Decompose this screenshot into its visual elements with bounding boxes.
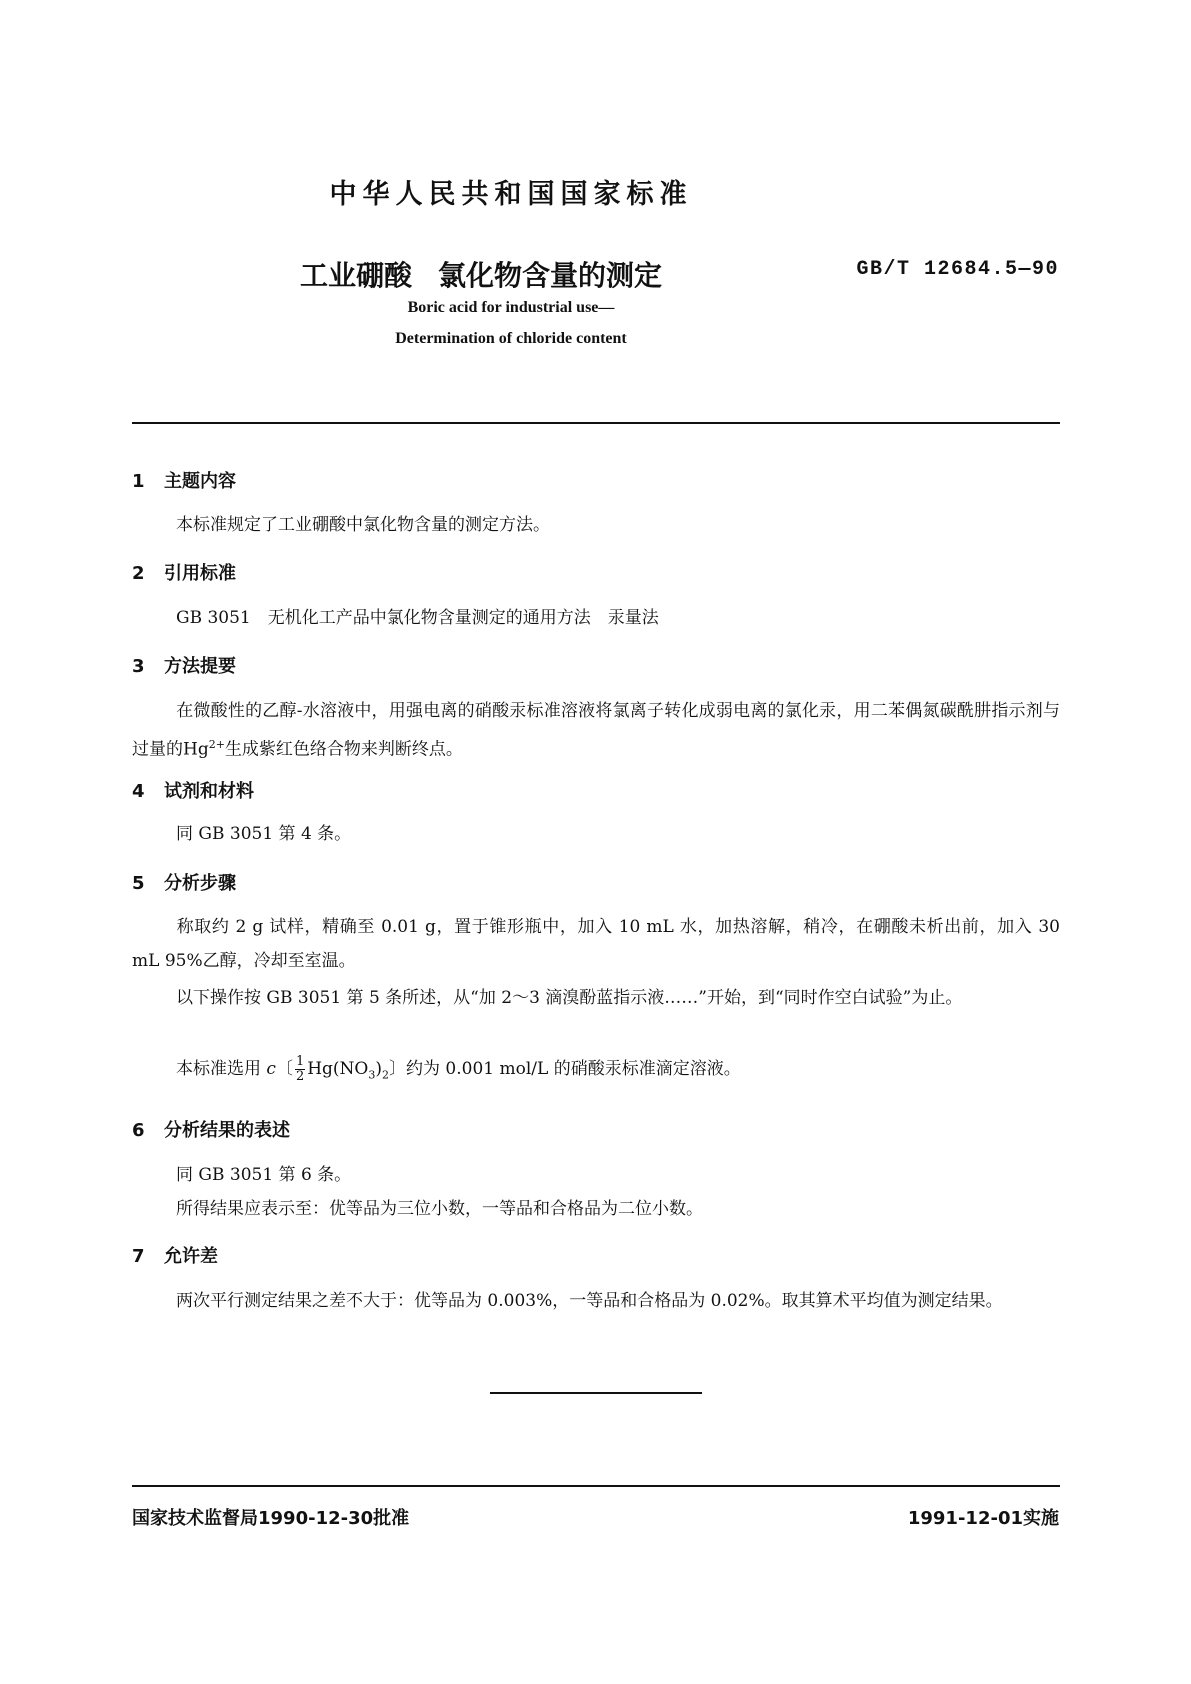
section-title: 试剂和材料 [164,781,254,802]
formula-text: ) [375,1059,383,1079]
section-6-heading [132,1116,290,1142]
paragraph-text: 生成紫红色络合物来判断终点。 [224,739,463,760]
section-number: 7 [132,1246,145,1267]
section-2-heading [132,559,236,585]
section-title: 允许差 [164,1246,218,1267]
section-number: 6 [132,1120,145,1141]
mercury-symbol: Hg [183,739,209,760]
section-number: 2 [132,563,145,584]
standard-code: GB/T 12684.5—90 [856,258,1059,281]
paragraph-text: 称取约 2 g 试样，精确至 0.01 g，置于锥形瓶中，加入 10 mL 水，加热溶解，稍冷，在硼酸未析出前，加入 30 mL 95%乙醇，冷却至室温。 [132,917,1060,971]
section-3-paragraph [132,694,1060,767]
section-5-paragraph-2 [132,981,1060,1015]
section-number: 3 [132,656,145,677]
section-number: 4 [132,781,145,802]
top-divider [132,422,1060,424]
section-1-heading [132,467,236,493]
section-6-paragraph-1 [132,1158,1060,1192]
paragraph-text: 所得结果应表示至：优等品为三位小数，一等品和合格品为二位小数。 [176,1199,703,1219]
ion-charge: 2+ [208,738,225,751]
section-6-paragraph-2 [132,1192,1060,1226]
approval-line: 国家技术监督局1990-12-30批准 [132,1508,410,1529]
formula-subscript: 3 [368,1068,376,1082]
formula-text: Hg(NO [307,1059,369,1079]
formula-subscript: 2 [382,1068,390,1082]
section-4-paragraph [132,817,1060,851]
implementation-line: 1991-12-01实施 [907,1508,1059,1529]
standard-title-part2: 氯化物含量的测定 [438,259,663,292]
fraction [295,1055,305,1084]
section-title: 分析步骤 [164,873,236,894]
english-title-line1: Boric acid for industrial use— [407,299,615,316]
section-5-heading [132,869,236,895]
section-number: 1 [132,471,145,492]
paragraph-text: 约为 0.001 mol/L 的硝酸汞标准滴定溶液。 [406,1059,741,1079]
section-number: 5 [132,873,145,894]
paragraph-text: 同 GB 3051 第 6 条。 [176,1165,352,1185]
end-divider [490,1392,702,1394]
section-title: 引用标准 [164,563,236,584]
section-5-paragraph-3 [132,1052,1060,1092]
paragraph-text: 以下操作按 GB 3051 第 5 条所述，从“加 2～3 滴溴酚蓝指示液……”开始，到“同时作空白试验”为止。 [176,988,963,1008]
formula-bracket: 〔 [275,1059,293,1079]
concentration-symbol: c [266,1059,276,1079]
english-title-line2: Determination of chloride content [395,330,627,347]
footer-divider [132,1485,1060,1487]
section-3-heading [132,652,236,678]
paragraph-text: 两次平行测定结果之差不大于：优等品为 0.003%，一等品和合格品为 0.02%。取其算术平均值为测定结果。 [176,1291,1003,1311]
section-7-heading [132,1242,218,1268]
section-4-heading [132,777,254,803]
national-standard-heading: 中华人民共和国国家标准 [329,179,693,210]
section-2-paragraph [132,601,1060,635]
paragraph-text: 本标准选用 [176,1059,261,1079]
section-title: 主题内容 [164,471,236,492]
fraction-denominator: 2 [295,1069,305,1084]
paragraph-text: 在微酸性的乙醇-水溶液中，用强电离的硝酸汞标准溶液将氯离子转化成弱电离的氯化汞，用二苯偶氮碳酰肼指示剂与过量的 [132,701,1060,760]
formula-bracket: 〕 [389,1059,407,1079]
paragraph-text: 本标准规定了工业硼酸中氯化物含量的测定方法。 [176,515,550,535]
section-5-paragraph-1 [132,910,1060,978]
section-1-paragraph [132,508,1060,542]
standard-title [300,254,662,294]
section-title: 方法提要 [164,656,236,677]
paragraph-text: 同 GB 3051 第 4 条。 [176,824,352,844]
fraction-numerator: 1 [295,1054,305,1069]
section-title: 分析结果的表述 [164,1120,290,1141]
section-7-paragraph [132,1284,1060,1318]
paragraph-text: GB 3051 无机化工产品中氯化物含量测定的通用方法 汞量法 [176,608,659,628]
standard-title-part1: 工业硼酸 [300,259,413,292]
